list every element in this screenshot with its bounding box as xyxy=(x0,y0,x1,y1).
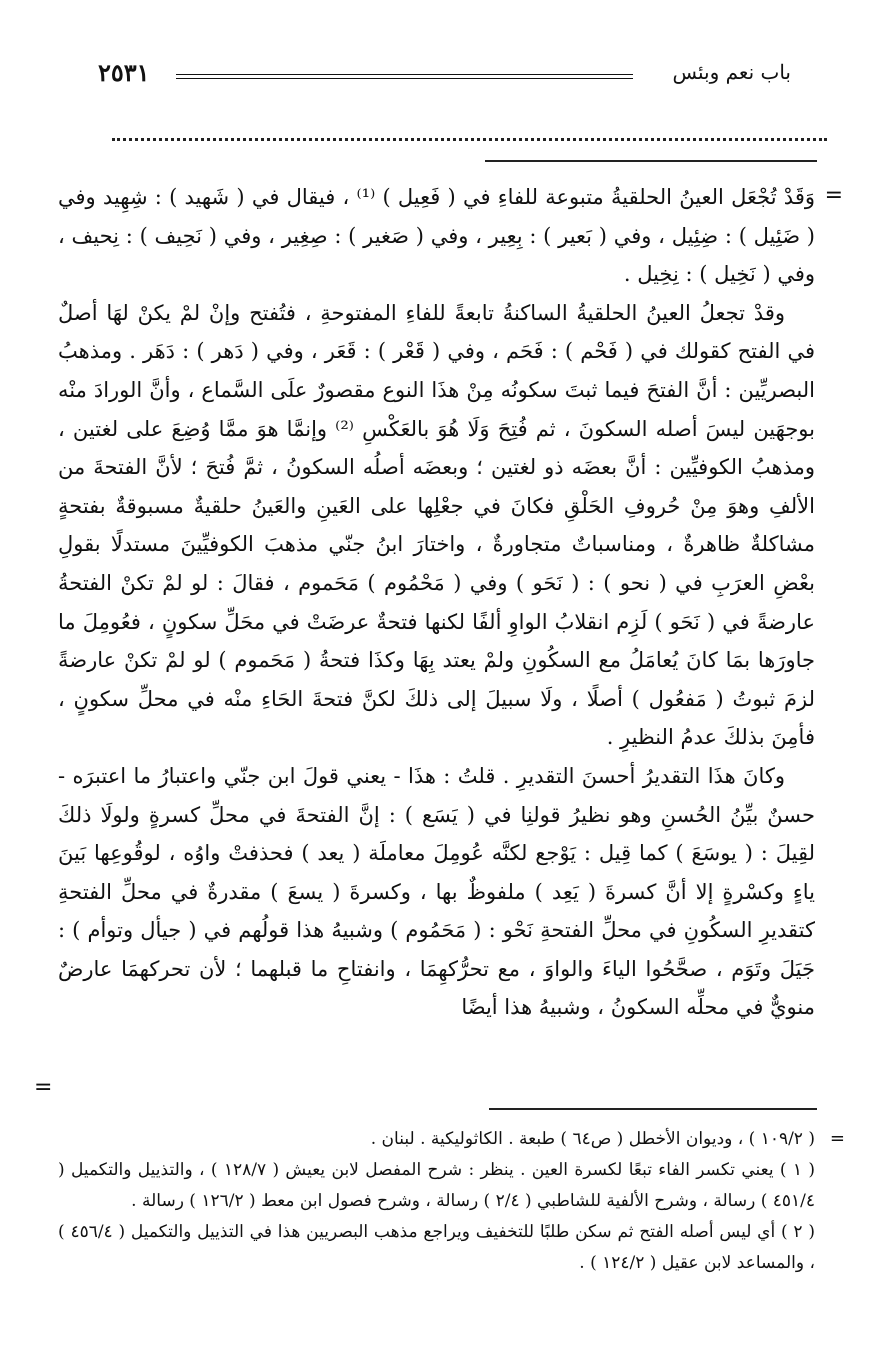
running-title: باب نعم وبئس xyxy=(672,60,791,84)
dotted-separator xyxy=(112,138,827,141)
continuation-mark-footnote: = xyxy=(829,1128,845,1149)
paragraph-3: وكانَ هذَا التقديرُ أحسنَ التقديرِ . قلتُ : هذَا - يعني قولَ ابن جنّي واعتبارُ ما اعتبرَه - حسنٌ بيِّنُ الحُسنِ وهو نظيرُ قولنِا في ( يَسَع ) : إنَّ الفتحةَ في محلِّ كسرةٍ ولولَا ذلكَ لقِيلَ : ( يوسَعَ ) كما قِيل : يَوْجع لكنَّه عُومِلَ معاملَة ( يعد ) فحذفتْ واوُه ، لوقُوعِها بَينَ ياءٍ وكسْرةٍ إلا أنَّ كسرةَ ( يَعِد ) ملفوظٌ بها ، وكسرةَ ( يسعَ ) مقدرةٌ في محلِّ الفتحةِ كتقديرِ السكُونِ في محلِّ الفتحةِ نَحْو : ( مَحَمُوم ) وشبيهُ هذا قولُهم في ( جيأل وتوأم ) : جَيَلَ وتَوَم ، صحَّحُوا الياءَ والواوَ ، مع تحرُّكهِمَا ، وانفتاحِ ما قبلهما ؛ لأن تحركهمَا عارضٌ منويٌّ في محلِّه السكونُ ، وشبيهُ هذا أيضًا xyxy=(58,763,815,1020)
main-body-text xyxy=(58,178,815,1027)
paragraph-2: وقدْ تجعلُ العينُ الحلقيةُ الساكنةُ تابعةً للفاءِ المفتوحةِ ، فتُفتح وإنْ لمْ يكنْ لهَا أصلٌ في الفتح كقولك في ( فَحْم ) : فَحَم ، وفي ( قَعْر ) : قَعَر ، وفي ( دَهر ) : دَهَر . ومذهبُ البصريِّين : أنَّ الفتحَ فيما ثبتَ سكونُه مِنْ هذَا النوع مقصورٌ علَى السَّماع ، وأنَّ الورادَ منْه بوجهَين ليسَ أصله السكونَ ، ثم فُتِحَ وَلَا هُوَ بالعَكْسِ ⁽²⁾ وإنمَّا هوَ ممَّا وُضِعَ على لغتين ، ومذهبُ الكوفيِّين : أنَّ بعضَه ذو لغتين ؛ وبعضَه أصلُه السكونُ ، ثمَّ فُتحَ ؛ لأنَّ الفتحةَ من الألفِ وهوَ مِنْ حُروفِ الحَلْقِ فكانَ في جعْلِها على العَينِ والعَينُ حلقيةٌ مسبوقةٌ بفتحةٍ مشاكلةٌ ظاهرةٌ ، ومناسباتٌ متجاورةٌ ، واختارَ ابنُ جنّي مذهبَ الكوفيِّينَ مستدلًا بقولِ بعْضِ العرَبِ في ( نحو ) : ( نَحَو ) وفي ( مَحْمُوم ) مَحَموم ، فقالَ : لو لمْ تكنْ الفتحةُ عارضةً في ( نَحَو ) لَزِم انقلابُ الواوِ ألفًا لكنها فتحةٌ عرضَتْ في محَلِّ سكونٍ ، فعُومِلَ ما جاورَها بمَا كانَ يُعامَلُ مع السكُونِ ولمْ يعتد بِهَا وكذَا فتحةُ ( مَحَموم ) لو لمْ تكنْ عارضةً لزمَ ثبوتُ ( مَفعُول ) أصلًا ، ولَا سبيلَ إلى ذلكَ لكنَّ فتحةَ الحَاءِ منْه في محلِّ سكونٍ ، فأمِنَ بذلكَ عدمُ النظيرِ . xyxy=(58,300,815,750)
footnote-rule xyxy=(489,1108,817,1110)
top-short-rule xyxy=(485,160,817,162)
footnotes xyxy=(58,1124,815,1279)
footnote-2: ( ٢ ) أي ليس أصله الفتح ثم سكن طلبًا للتخفيف ويراجع مذهب البصريين هذا في التذييل والتكميل ( ٤٥٦/٤ ) ، والمساعد لابن عقيل ( ١٢٤/٢ ) . xyxy=(58,1222,815,1273)
page-number: ٢٥٣١ xyxy=(98,58,150,87)
header-double-rule xyxy=(176,74,633,79)
footnote-1: ( ١ ) يعني تكسر الفاء تبعًا لكسرة العين . ينظر : شرح المفصل لابن يعيش ( ١٢٨/٧ ) ، والتذييل والتكميل ( ٤٥١/٤ ) رسالة ، وشرح الألفية للشاطبي ( ٢/٤ ) رسالة ، وشرح فصول ابن معط ( ١٢٦/٢ ) رسالة . xyxy=(58,1160,815,1211)
continuation-mark-bottom: = xyxy=(34,1075,53,1100)
continuation-mark-top: = xyxy=(824,183,843,208)
footnote-continuation: ( ١٠٩/٢ ) ، وديوان الأخطل ( ص٦٤ ) طبعة . الكاثوليكية . لبنان . xyxy=(370,1129,815,1149)
paragraph-1: وَقَدْ تُجْعَل العينُ الحلقيةُ متبوعة للفاءِ في ( فَعِيل ) ⁽¹⁾ ، فيقال في ( شَهيد ) : شِهِيد وفي ( ضَئِيل ) : ضِئِيل ، وفي ( بَعير ) : بِعِير ، وفي ( صَغير ) : صِغِير ، وفي ( نَحِيف ) : نِحيف ، وفي ( نَخِيل ) : نِخِيل . xyxy=(58,185,816,287)
page-header xyxy=(98,58,791,98)
